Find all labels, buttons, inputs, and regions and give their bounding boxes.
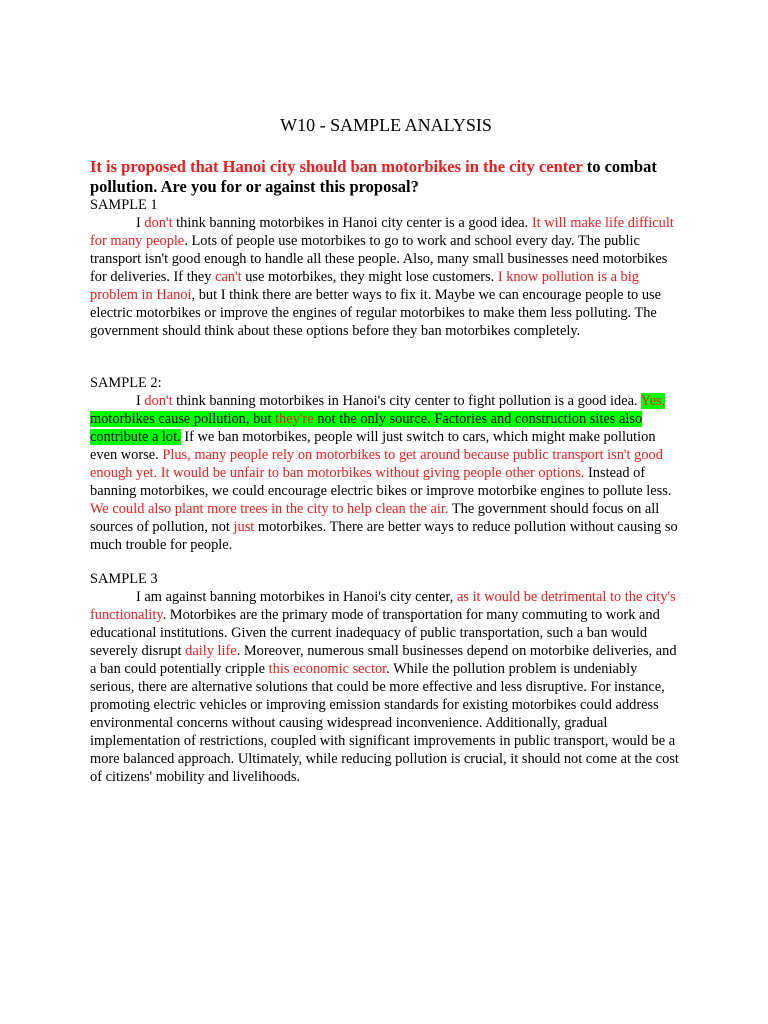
sample-3-segment: . While the pollution problem is undeniably serious, there are alternative solutions that could be more effective and less disruptive. For instance, promoting electric vehicles or improving emission standards for existing motorbikes could address environmental concerns without causing widespread inconvenience. Additionally, gradual implementation of restrictions, coupled with significant improvements in public transport, would be a more balanced approach. Ultimately, while reducing pollution is crucial, it should not come at the cost of citizens' mobility and livelihoods. (90, 661, 679, 785)
sample-2 (90, 374, 682, 554)
sample-3-segment: . Moreover, numerous small businesses depend on motorbike deliveries, and a ban could potentially cripple (90, 643, 677, 677)
sample-2-segment: We could also plant more trees in the city to help clean the air. (90, 501, 449, 517)
sample-2-segment: think banning motorbikes in Hanoi's city center to fight pollution is a good idea. (172, 393, 641, 409)
sample-1-text (90, 214, 682, 340)
sample-2-segment: Yes, (640, 393, 666, 409)
sample-2-segment: Plus, many people rely on motorbikes to get around because public transport isn't good enough yet. It would be unfair to ban motorbikes without giving people other options. (90, 447, 663, 481)
sample-1-segment: I (136, 215, 145, 231)
sample-1-segment: I know pollution is a big problem in Hanoi (90, 269, 639, 303)
sample-2-label: SAMPLE 2: (90, 375, 162, 391)
sample-1-segment: can't (215, 269, 242, 285)
sample-2-segment: Instead of banning motorbikes, we could encourage electric bikes or improve motorbike engines to pollute less. (90, 465, 672, 499)
sample-1-segment: use motorbikes, they might lose customers. (241, 269, 498, 285)
sample-1-label: SAMPLE 1 (90, 197, 158, 213)
sample-1-segment: . Lots of people use motorbikes to go to work and school every day. The public transport isn't good enough to handle all these people. Also, many small businesses need motorbikes for deliveries. If they (90, 233, 668, 285)
sample-1-segment: don't (144, 215, 173, 231)
sample-2-segment: not the only source. Factories and construction sites also contribute a lot. (90, 411, 643, 445)
question-rest: to combat pollution. Are you for or against this proposal? (90, 157, 657, 196)
sample-2-segment: motorbikes cause pollution, but (90, 411, 276, 427)
sample-3-segment: . Motorbikes are the primary mode of transportation for many commuting to work and educational institutions. Given the current inadequacy of public transportation, such a ban would severely disrupt (90, 607, 660, 659)
sample-3-segment: this economic sector (268, 661, 387, 677)
sample-1-segment: , but I think there are better ways to fix it. Maybe we can encourage people to use electric motorbikes or improve the engines of regular motorbikes to make them less polluting. The government should think about these options before they ban motorbikes completely. (90, 287, 662, 339)
sample-2-segment: just (233, 519, 255, 535)
sample-2-segment: motorbikes. There are better ways to reduce pollution without causing so much trouble for people. (90, 519, 678, 553)
sample-2-segment: they're (275, 411, 314, 427)
sample-2-segment: don't (144, 393, 173, 409)
sample-1-segment: It will make life difficult for many people (90, 215, 674, 249)
sample-2-segment: If we ban motorbikes, people will just switch to cars, which might make pollution even worse. (90, 429, 656, 463)
essay-question (90, 157, 682, 197)
sample-2-segment: I (136, 393, 145, 409)
sample-3-segment: daily life (185, 643, 237, 659)
document-title: W10 - SAMPLE ANALYSIS (280, 115, 492, 135)
sample-3-segment: I am against banning motorbikes in Hanoi's city center, (136, 589, 457, 605)
sample-1 (90, 196, 682, 340)
sample-1-segment: think banning motorbikes in Hanoi city center is a good idea. (172, 215, 532, 231)
sample-3-text (90, 588, 682, 786)
sample-2-segment: The government should focus on all sources of pollution, not (90, 501, 660, 535)
sample-3-label: SAMPLE 3 (90, 571, 158, 587)
sample-3-segment: as it would be detrimental to the city's functionality (90, 589, 676, 623)
sample-2-text (90, 392, 682, 554)
sample-3 (90, 570, 682, 786)
question-highlighted-part: It is proposed that Hanoi city should ban motorbikes in the city center (90, 157, 583, 176)
